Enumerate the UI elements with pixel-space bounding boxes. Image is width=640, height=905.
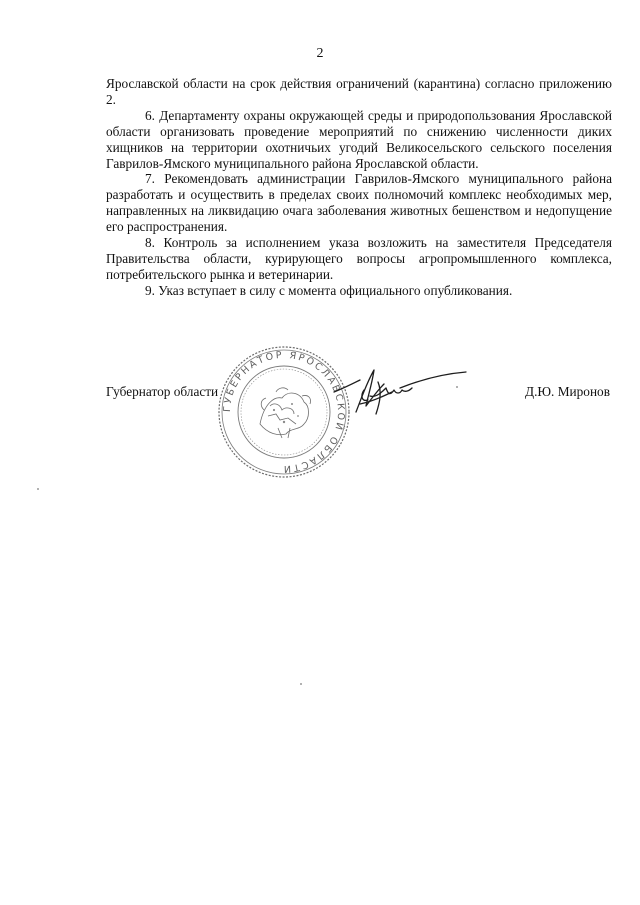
paragraph-item-6: 6. Департаменту охраны окружающей среды и природопользования Ярославской области организовать проведение мероприятий по снижению численности диких хищников на территории охотничьих угодий Великосельского сельского поселения Гаврилов-Ямского муниципального района Ярославской области.	[106, 107, 612, 171]
signature-block	[0, 340, 640, 480]
handwritten-signature-icon	[330, 362, 470, 422]
scan-speck	[456, 386, 458, 388]
svg-text:ГУБЕРНАТОР ЯРОСЛАВСКОЙ ОБЛАСТИ: ГУБЕРНАТОР ЯРОСЛАВСКОЙ ОБЛАСТИ	[221, 349, 347, 475]
page-number: 2	[316, 46, 324, 61]
signer-position: Губернатор области	[106, 384, 219, 399]
scan-speck	[300, 683, 302, 685]
scan-speck	[37, 488, 39, 490]
signer-name: Д.Ю. Миронов	[525, 384, 610, 399]
paragraph-item-7: 7. Рекомендовать администрации Гаврилов-Ямского муниципального района разработать и осуществить в пределах своих полномочий комплекс необходимых мер, направленных на ликвидацию очага заболевания животных бешенством и недопущение его распространения.	[106, 171, 612, 235]
paragraph-item-8: 8. Контроль за исполнением указа возложить на заместителя Председателя Правительства области, курирующего вопросы агропромышленного комплекса, потребительского рынка и ветеринарии.	[106, 235, 612, 282]
paragraph-item-9: 9. Указ вступает в силу с момента официального опубликования.	[145, 282, 513, 298]
paragraph-continuation: Ярославской области на срок действия ограничений (карантина) согласно приложению 2.	[106, 76, 612, 107]
document-body	[106, 76, 612, 299]
